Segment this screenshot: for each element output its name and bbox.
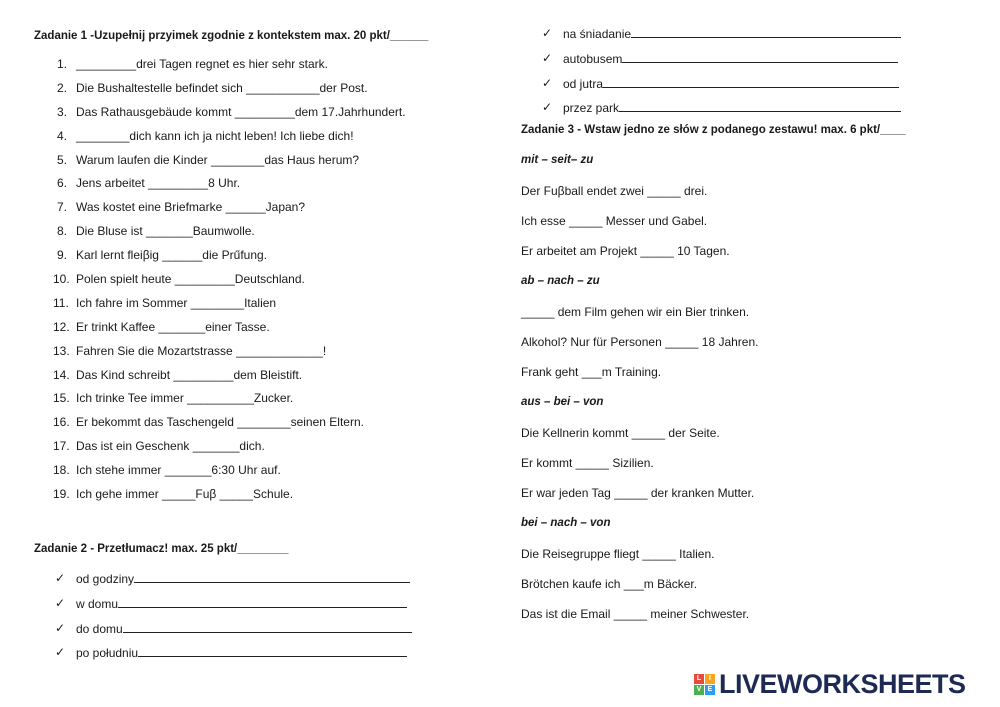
sentence: Ich esse _____ Messer und Gabel. <box>521 214 708 228</box>
logo-block: V <box>694 685 704 695</box>
check-icon: ✓ <box>55 595 66 610</box>
answer-line[interactable] <box>118 597 407 608</box>
sentence: _____ dem Film gehen wir ein Bier trinken. <box>521 305 750 319</box>
answer-line[interactable] <box>619 101 901 112</box>
check-icon: ✓ <box>55 620 66 635</box>
logo-block: L <box>694 674 704 684</box>
logo-block: E <box>705 685 715 695</box>
check-icon: ✓ <box>55 645 66 660</box>
sentence: Die Kellnerin kommt _____ der Seite. <box>521 426 720 440</box>
check-icon: ✓ <box>542 100 553 115</box>
task1-heading: Zadanie 1 -Uzupełnij przyimek zgodnie z kontekstem max. 20 pkt/______ <box>34 30 429 42</box>
word-set-1: mit – seit– zu <box>521 154 594 166</box>
sentence: Der Fuβball endet zwei _____ drei. <box>521 184 708 198</box>
sentence: Er war jeden Tag _____ der kranken Mutter. <box>521 486 755 500</box>
check-icon: ✓ <box>542 50 553 65</box>
logo-blocks-icon <box>694 674 715 695</box>
check-icon: ✓ <box>542 75 553 90</box>
answer-line[interactable] <box>603 77 899 88</box>
check-icon: ✓ <box>55 571 66 585</box>
sentence: Er kommt _____ Sizilien. <box>521 456 654 470</box>
answer-line[interactable] <box>138 646 407 657</box>
sentence: Die Reisegruppe fliegt _____ Italien. <box>521 547 715 561</box>
answer-line[interactable] <box>631 27 901 38</box>
sentence: Er arbeitet am Projekt _____ 10 Tagen. <box>521 244 730 258</box>
word-set-4: bei – nach – von <box>521 517 611 529</box>
task2-heading: Zadanie 2 - Przetłumacz! max. 25 pkt/________ <box>34 543 289 555</box>
task3-heading: Zadanie 3 - Wstaw jedno ze słów z podanego zestawu! max. 6 pkt/____ <box>521 124 906 136</box>
answer-line[interactable] <box>134 572 410 583</box>
logo-text: LIVEWORKSHEETS <box>719 668 966 699</box>
liveworksheets-logo <box>694 667 966 701</box>
logo-block: I <box>705 674 715 684</box>
answer-line[interactable] <box>123 622 412 633</box>
sentence: Brötchen kaufe ich ___m Bäcker. <box>521 577 698 591</box>
word-set-2: ab – nach – zu <box>521 275 600 287</box>
word-set-3: aus – bei – von <box>521 396 604 408</box>
sentence: Alkohol? Nur für Personen _____ 18 Jahren. <box>521 335 759 349</box>
sentence: Frank geht ___m Training. <box>521 365 662 379</box>
check-icon: ✓ <box>542 26 553 40</box>
answer-line[interactable] <box>622 52 898 63</box>
sentence: Das ist die Email _____ meiner Schwester. <box>521 607 750 621</box>
